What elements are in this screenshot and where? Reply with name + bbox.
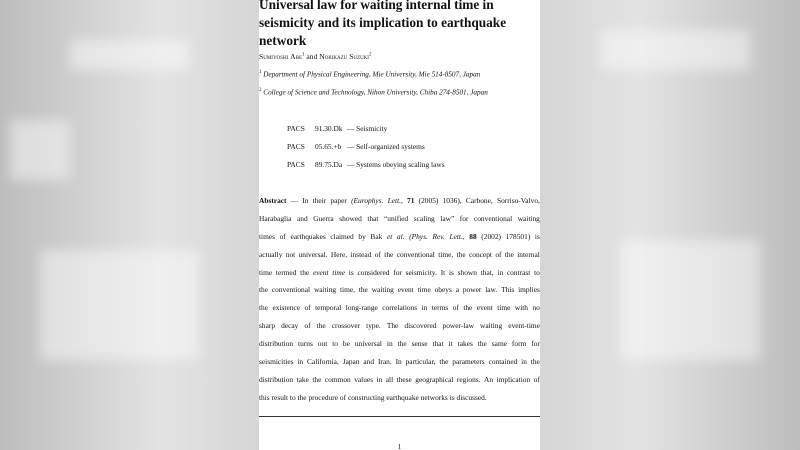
document-page: [259, 0, 540, 450]
pacs-label: PACS: [287, 160, 305, 169]
pacs-label: PACS: [287, 142, 305, 151]
pacs-code: 91.30.Dk: [315, 124, 343, 133]
blurred-background-shape: [600, 30, 750, 70]
pacs-entry: [287, 142, 445, 160]
blurred-background-shape: [70, 40, 190, 70]
abstract-line: the existence of temporal long-range correlations in terms of the event time with no: [259, 303, 540, 313]
abstract-line: times of earthquakes claimed by Bak et al. (Phys. Rev. Lett., 88 (2002) 178501) is: [259, 231, 540, 241]
blurred-background-shape: [10, 120, 70, 180]
abstract-line: distribution take the common values in all these geographical regions. An implication of: [259, 374, 540, 384]
affiliation-text: College of Science and Technology, Nihon University, Chiba 274-8501, Japan: [263, 88, 488, 97]
author-separator: and: [306, 52, 318, 61]
author-name: Abe: [290, 52, 303, 61]
pacs-entry: [287, 124, 445, 142]
abstract-line: distribution turns out to be universal in the sense that it takes the same form for: [259, 339, 540, 349]
paper-title: Universal law for waiting internal time in seismicity and its implication to earthquake network: [259, 0, 507, 48]
page-number: 1: [397, 442, 402, 450]
pacs-list: [287, 124, 445, 178]
pacs-label: PACS: [287, 124, 305, 133]
footnote-rule: [259, 416, 540, 417]
abstract-line: Harabaglia and Guerra showed that “unified scaling law” for conventional waiting: [259, 213, 540, 223]
abstract-line: actually not universal. Here, instead of the conventional time, the concept of the internal: [259, 249, 540, 259]
author-name: Norikazu: [319, 52, 348, 61]
pacs-description: — Seismicity: [346, 124, 388, 133]
abstract-line: this result to the procedure of constructing earthquake networks is discussed.: [259, 392, 487, 402]
author-name: Sumiyoshi: [259, 52, 289, 61]
blurred-background-shape: [620, 240, 760, 360]
author-name: Suzuki: [349, 52, 369, 61]
abstract-line: time termed the event time is considered for seismicity. It is shown that, in contrast to: [259, 267, 540, 277]
abstract: [259, 192, 540, 407]
pacs-code: 89.75.Da: [315, 160, 343, 169]
affiliation-mark: 1: [302, 52, 305, 58]
blurred-background-shape: [40, 250, 200, 360]
affiliation-mark: 2: [368, 52, 372, 58]
abstract-line: sharp decay of the crossover type. The discovered power-law waiting event-time: [259, 321, 540, 331]
abstract-line: Abstract — In their paper (Europhys. Lett., 71 (2005) 1036), Carbone, Sorriso-Valvo,: [259, 196, 540, 205]
abstract-line: seismicities in California, Japan and Iran. In particular, the parameters contained in the: [259, 357, 540, 367]
pacs-code: 05.65.+b: [315, 142, 342, 151]
pacs-description: — Self-organized systems: [346, 142, 425, 151]
affiliation: [259, 70, 480, 78]
pacs-description: — Systems obeying scaling laws: [346, 160, 445, 169]
abstract-line: the conventional waiting time, the waiting event time obeys a power law. This implies: [259, 285, 540, 295]
affiliation-mark: 2: [259, 88, 262, 93]
author-list: [259, 52, 371, 61]
pacs-entry: [287, 160, 445, 178]
affiliation: [259, 88, 488, 96]
affiliation-mark: 1: [259, 70, 262, 75]
affiliation-text: Department of Physical Engineering, Mie University, Mie 514-8507, Japan: [263, 70, 481, 79]
